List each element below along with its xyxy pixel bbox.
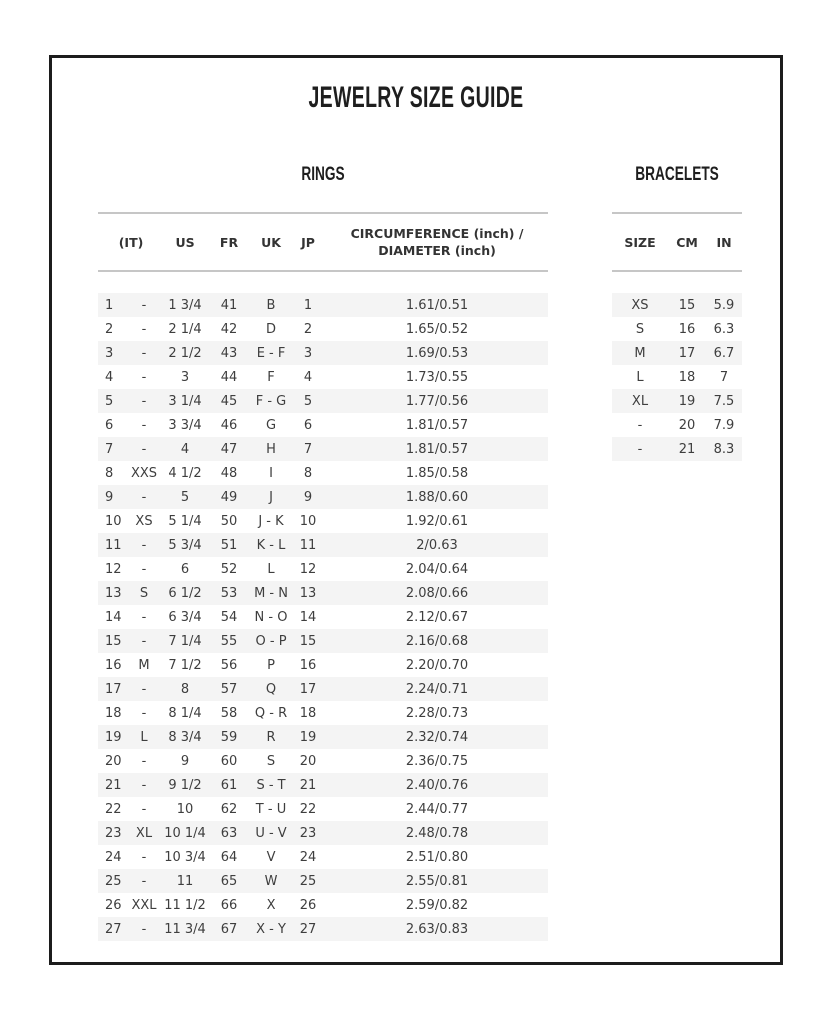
uk-size: F - G bbox=[255, 393, 287, 409]
intl-size: - bbox=[637, 441, 643, 457]
us-size: 6 3/4 bbox=[168, 609, 202, 625]
intl-size: S bbox=[139, 585, 149, 601]
uk-size: K - L bbox=[256, 537, 286, 553]
it-size: 21 bbox=[105, 777, 122, 793]
uk-size: X - Y bbox=[256, 921, 286, 937]
intl-size: - bbox=[141, 633, 147, 649]
circumference-diameter: 2.04/0.64 bbox=[405, 561, 469, 577]
us-size: 6 bbox=[180, 561, 190, 577]
it-size: 2 bbox=[105, 321, 114, 337]
uk-size: Q bbox=[265, 681, 277, 697]
jp-size: 7 bbox=[303, 441, 313, 457]
table-row bbox=[98, 485, 548, 509]
in-value: 7.9 bbox=[713, 417, 735, 433]
jp-size: 18 bbox=[299, 705, 317, 721]
table-row bbox=[98, 341, 548, 365]
table-row bbox=[98, 605, 548, 629]
jp-size: 23 bbox=[299, 825, 317, 841]
in-value: 5.9 bbox=[713, 297, 735, 313]
bracelets-col-size: SIZE bbox=[612, 213, 668, 271]
table-row bbox=[98, 557, 548, 581]
cm-value: 16 bbox=[678, 321, 696, 337]
intl-size: - bbox=[637, 417, 643, 433]
table-row bbox=[98, 389, 548, 413]
us-size: 8 3/4 bbox=[168, 729, 202, 745]
table-row bbox=[98, 845, 548, 869]
fr-size: 59 bbox=[220, 729, 238, 745]
fr-size: 66 bbox=[220, 897, 238, 913]
intl-size: XL bbox=[135, 825, 153, 841]
intl-size: M bbox=[634, 345, 646, 361]
circumference-diameter: 2.48/0.78 bbox=[405, 825, 469, 841]
cm-value: 19 bbox=[678, 393, 696, 409]
uk-size: O - P bbox=[255, 633, 287, 649]
table-row bbox=[98, 509, 548, 533]
rings-col-circumference-label: CIRCUMFERENCE (inch) / DIAMETER (inch) bbox=[350, 226, 524, 258]
rings-col-jp: JP bbox=[290, 213, 326, 271]
jp-size: 1 bbox=[303, 297, 313, 313]
us-size: 10 bbox=[176, 801, 194, 817]
uk-size: Q - R bbox=[254, 705, 288, 721]
jp-size: 26 bbox=[299, 897, 317, 913]
us-size: 10 3/4 bbox=[164, 849, 206, 865]
intl-size: - bbox=[141, 369, 147, 385]
table-row bbox=[98, 293, 548, 317]
circumference-diameter: 1.69/0.53 bbox=[405, 345, 469, 361]
us-size: 2 1/2 bbox=[168, 345, 202, 361]
intl-size: - bbox=[141, 705, 147, 721]
table-row bbox=[98, 701, 548, 725]
intl-size: - bbox=[141, 753, 147, 769]
fr-size: 51 bbox=[220, 537, 238, 553]
circumference-diameter: 2.55/0.81 bbox=[405, 873, 469, 889]
uk-size: N - O bbox=[254, 609, 288, 625]
us-size: 5 bbox=[180, 489, 190, 505]
header-gap bbox=[612, 271, 742, 293]
table-row bbox=[98, 917, 548, 941]
uk-size: J - K bbox=[258, 513, 284, 529]
intl-size: XS bbox=[135, 513, 153, 529]
it-size: 17 bbox=[105, 681, 122, 697]
uk-size: J bbox=[269, 489, 273, 505]
page-title: JEWELRY SIZE GUIDE bbox=[308, 81, 524, 114]
table-row bbox=[612, 389, 742, 413]
intl-size: XXS bbox=[130, 465, 158, 481]
intl-size: - bbox=[141, 489, 147, 505]
us-size: 9 1/2 bbox=[168, 777, 202, 793]
it-size: 27 bbox=[105, 921, 122, 937]
jp-size: 10 bbox=[299, 513, 317, 529]
it-size: 9 bbox=[105, 489, 114, 505]
intl-size: - bbox=[141, 777, 147, 793]
us-size: 5 3/4 bbox=[168, 537, 202, 553]
circumference-diameter: 2.44/0.77 bbox=[405, 801, 469, 817]
fr-size: 47 bbox=[220, 441, 238, 457]
jp-size: 20 bbox=[299, 753, 317, 769]
rings-col-uk: UK bbox=[252, 213, 290, 271]
fr-size: 46 bbox=[220, 417, 238, 433]
fr-size: 65 bbox=[220, 873, 238, 889]
fr-size: 55 bbox=[220, 633, 238, 649]
intl-size: - bbox=[141, 393, 147, 409]
jp-size: 14 bbox=[299, 609, 317, 625]
fr-size: 57 bbox=[220, 681, 238, 697]
uk-size: V bbox=[266, 849, 276, 865]
it-size: 11 bbox=[105, 537, 122, 553]
rings-table bbox=[98, 212, 548, 941]
circumference-diameter: 2/0.63 bbox=[416, 537, 458, 553]
it-size: 22 bbox=[105, 801, 122, 817]
us-size: 3 bbox=[180, 369, 190, 385]
uk-size: H bbox=[266, 441, 276, 457]
header-gap bbox=[98, 271, 548, 293]
in-value: 7.5 bbox=[713, 393, 735, 409]
it-size: 6 bbox=[105, 417, 114, 433]
table-row bbox=[98, 413, 548, 437]
it-size: 13 bbox=[105, 585, 122, 601]
fr-size: 64 bbox=[220, 849, 238, 865]
jp-size: 9 bbox=[303, 489, 313, 505]
cm-value: 20 bbox=[678, 417, 696, 433]
us-size: 11 1/2 bbox=[164, 897, 206, 913]
jp-size: 12 bbox=[299, 561, 317, 577]
jp-size: 5 bbox=[303, 393, 313, 409]
table-row bbox=[98, 581, 548, 605]
circumference-diameter: 1.65/0.52 bbox=[405, 321, 469, 337]
bracelets-col-in: IN bbox=[706, 213, 742, 271]
table-row bbox=[98, 773, 548, 797]
fr-size: 42 bbox=[220, 321, 238, 337]
intl-size: XXL bbox=[131, 897, 157, 913]
intl-size: L bbox=[636, 369, 644, 385]
circumference-diameter: 2.63/0.83 bbox=[405, 921, 469, 937]
table-row bbox=[612, 293, 742, 317]
jp-size: 2 bbox=[303, 321, 313, 337]
uk-size: D bbox=[266, 321, 277, 337]
intl-size: - bbox=[141, 441, 147, 457]
jp-size: 11 bbox=[299, 537, 317, 553]
intl-size: - bbox=[141, 681, 147, 697]
it-size: 3 bbox=[105, 345, 114, 361]
circumference-diameter: 2.28/0.73 bbox=[405, 705, 469, 721]
table-row bbox=[98, 317, 548, 341]
circumference-diameter: 2.20/0.70 bbox=[405, 657, 469, 673]
table-row bbox=[98, 437, 548, 461]
fr-size: 56 bbox=[220, 657, 238, 673]
us-size: 5 1/4 bbox=[168, 513, 202, 529]
circumference-diameter: 1.92/0.61 bbox=[405, 513, 469, 529]
uk-size: G bbox=[265, 417, 277, 433]
circumference-diameter: 1.85/0.58 bbox=[405, 465, 469, 481]
intl-size: XS bbox=[631, 297, 649, 313]
table-row bbox=[98, 533, 548, 557]
circumference-diameter: 2.36/0.75 bbox=[405, 753, 469, 769]
intl-size: L bbox=[140, 729, 148, 745]
in-value: 8.3 bbox=[713, 441, 735, 457]
cm-value: 17 bbox=[678, 345, 696, 361]
circumference-diameter: 1.73/0.55 bbox=[405, 369, 469, 385]
uk-size: B bbox=[266, 297, 276, 313]
fr-size: 41 bbox=[220, 297, 238, 313]
uk-size: I bbox=[269, 465, 273, 481]
in-value: 6.3 bbox=[713, 321, 735, 337]
circumference-diameter: 1.81/0.57 bbox=[405, 417, 469, 433]
us-size: 8 1/4 bbox=[168, 705, 202, 721]
fr-size: 60 bbox=[220, 753, 238, 769]
circumference-diameter: 1.81/0.57 bbox=[405, 441, 469, 457]
table-row bbox=[612, 341, 742, 365]
table-row bbox=[612, 413, 742, 437]
intl-size: - bbox=[141, 537, 147, 553]
it-size: 1 bbox=[105, 297, 114, 313]
it-size: 12 bbox=[105, 561, 122, 577]
us-size: 3 1/4 bbox=[168, 393, 202, 409]
intl-size: - bbox=[141, 873, 147, 889]
intl-size: - bbox=[141, 297, 147, 313]
circumference-diameter: 1.88/0.60 bbox=[405, 489, 469, 505]
it-size: 4 bbox=[105, 369, 114, 385]
table-row bbox=[612, 365, 742, 389]
table-row bbox=[98, 629, 548, 653]
circumference-diameter: 2.24/0.71 bbox=[405, 681, 469, 697]
uk-size: S bbox=[266, 753, 276, 769]
circumference-diameter: 1.61/0.51 bbox=[405, 297, 469, 313]
intl-size: S bbox=[635, 321, 645, 337]
cm-value: 18 bbox=[678, 369, 696, 385]
fr-size: 44 bbox=[220, 369, 238, 385]
bracelets-col-cm: CM bbox=[668, 213, 706, 271]
jp-size: 27 bbox=[299, 921, 317, 937]
us-size: 6 1/2 bbox=[168, 585, 202, 601]
uk-size: L bbox=[267, 561, 275, 577]
us-size: 4 1/2 bbox=[168, 465, 202, 481]
it-size: 16 bbox=[105, 657, 122, 673]
table-row bbox=[612, 317, 742, 341]
it-size: 15 bbox=[105, 633, 122, 649]
it-size: 14 bbox=[105, 609, 122, 625]
size-guide-card bbox=[49, 55, 783, 965]
jp-size: 4 bbox=[303, 369, 313, 385]
intl-size: - bbox=[141, 921, 147, 937]
us-size: 11 bbox=[176, 873, 194, 889]
circumference-diameter: 2.51/0.80 bbox=[405, 849, 469, 865]
uk-size: X bbox=[266, 897, 276, 913]
fr-size: 67 bbox=[220, 921, 238, 937]
it-size: 10 bbox=[105, 513, 122, 529]
uk-size: S - T bbox=[256, 777, 286, 793]
table-row bbox=[98, 893, 548, 917]
us-size: 1 3/4 bbox=[168, 297, 202, 313]
bracelets-table bbox=[612, 212, 742, 461]
bracelets-header-row bbox=[612, 213, 742, 271]
rings-heading: RINGS bbox=[301, 164, 345, 185]
us-size: 9 bbox=[180, 753, 190, 769]
jp-size: 13 bbox=[299, 585, 317, 601]
us-size: 10 1/4 bbox=[164, 825, 206, 841]
it-size: 25 bbox=[105, 873, 122, 889]
it-size: 5 bbox=[105, 393, 114, 409]
table-row bbox=[98, 461, 548, 485]
fr-size: 52 bbox=[220, 561, 238, 577]
circumference-diameter: 2.40/0.76 bbox=[405, 777, 469, 793]
us-size: 7 1/4 bbox=[168, 633, 202, 649]
fr-size: 61 bbox=[220, 777, 238, 793]
jp-size: 8 bbox=[303, 465, 313, 481]
fr-size: 49 bbox=[220, 489, 238, 505]
intl-size: - bbox=[141, 417, 147, 433]
uk-size: R bbox=[266, 729, 276, 745]
intl-size: - bbox=[141, 321, 147, 337]
jp-size: 19 bbox=[299, 729, 317, 745]
intl-size: - bbox=[141, 849, 147, 865]
jp-size: 22 bbox=[299, 801, 317, 817]
table-row bbox=[98, 677, 548, 701]
in-value: 7 bbox=[719, 369, 729, 385]
fr-size: 45 bbox=[220, 393, 238, 409]
rings-header-row bbox=[98, 213, 548, 271]
in-value: 6.7 bbox=[713, 345, 735, 361]
it-size: 24 bbox=[105, 849, 122, 865]
it-size: 20 bbox=[105, 753, 122, 769]
jp-size: 25 bbox=[299, 873, 317, 889]
us-size: 8 bbox=[180, 681, 190, 697]
table-row bbox=[98, 821, 548, 845]
uk-size: T - U bbox=[255, 801, 287, 817]
jp-size: 6 bbox=[303, 417, 313, 433]
us-size: 3 3/4 bbox=[168, 417, 202, 433]
bracelets-heading: BRACELETS bbox=[635, 164, 719, 185]
circumference-diameter: 2.59/0.82 bbox=[405, 897, 469, 913]
circumference-diameter: 2.12/0.67 bbox=[405, 609, 469, 625]
cm-value: 21 bbox=[678, 441, 696, 457]
jp-size: 17 bbox=[299, 681, 317, 697]
it-size: 26 bbox=[105, 897, 122, 913]
uk-size: W bbox=[264, 873, 278, 889]
jp-size: 15 bbox=[299, 633, 317, 649]
intl-size: M bbox=[138, 657, 150, 673]
jp-size: 24 bbox=[299, 849, 317, 865]
it-size: 19 bbox=[105, 729, 122, 745]
table-row bbox=[98, 653, 548, 677]
fr-size: 58 bbox=[220, 705, 238, 721]
fr-size: 48 bbox=[220, 465, 238, 481]
jp-size: 16 bbox=[299, 657, 317, 673]
us-size: 2 1/4 bbox=[168, 321, 202, 337]
circumference-diameter: 2.16/0.68 bbox=[405, 633, 469, 649]
uk-size: M - N bbox=[254, 585, 288, 601]
intl-size: - bbox=[141, 345, 147, 361]
fr-size: 50 bbox=[220, 513, 238, 529]
intl-size: - bbox=[141, 609, 147, 625]
table-row bbox=[98, 365, 548, 389]
circumference-diameter: 1.77/0.56 bbox=[405, 393, 469, 409]
it-size: 23 bbox=[105, 825, 122, 841]
fr-size: 43 bbox=[220, 345, 238, 361]
circumference-diameter: 2.08/0.66 bbox=[405, 585, 469, 601]
fr-size: 53 bbox=[220, 585, 238, 601]
rings-col-circumference bbox=[326, 213, 548, 271]
fr-size: 62 bbox=[220, 801, 238, 817]
it-size: 7 bbox=[105, 441, 114, 457]
us-size: 11 3/4 bbox=[164, 921, 206, 937]
uk-size: F bbox=[267, 369, 275, 385]
table-row bbox=[98, 869, 548, 893]
cm-value: 15 bbox=[678, 297, 696, 313]
it-size: 8 bbox=[105, 465, 114, 481]
us-size: 4 bbox=[180, 441, 190, 457]
table-row bbox=[98, 749, 548, 773]
table-row bbox=[98, 725, 548, 749]
table-row bbox=[98, 797, 548, 821]
rings-col-us: US bbox=[164, 213, 206, 271]
it-size: 18 bbox=[105, 705, 122, 721]
us-size: 7 1/2 bbox=[168, 657, 202, 673]
jp-size: 21 bbox=[299, 777, 317, 793]
fr-size: 54 bbox=[220, 609, 238, 625]
circumference-diameter: 2.32/0.74 bbox=[405, 729, 469, 745]
jp-size: 3 bbox=[303, 345, 313, 361]
intl-size: XL bbox=[631, 393, 649, 409]
table-row bbox=[612, 437, 742, 461]
uk-size: E - F bbox=[256, 345, 286, 361]
intl-size: - bbox=[141, 801, 147, 817]
intl-size: - bbox=[141, 561, 147, 577]
fr-size: 63 bbox=[220, 825, 238, 841]
uk-size: U - V bbox=[255, 825, 287, 841]
rings-col-it: (IT) bbox=[98, 213, 164, 271]
rings-col-fr: FR bbox=[206, 213, 252, 271]
uk-size: P bbox=[267, 657, 275, 673]
